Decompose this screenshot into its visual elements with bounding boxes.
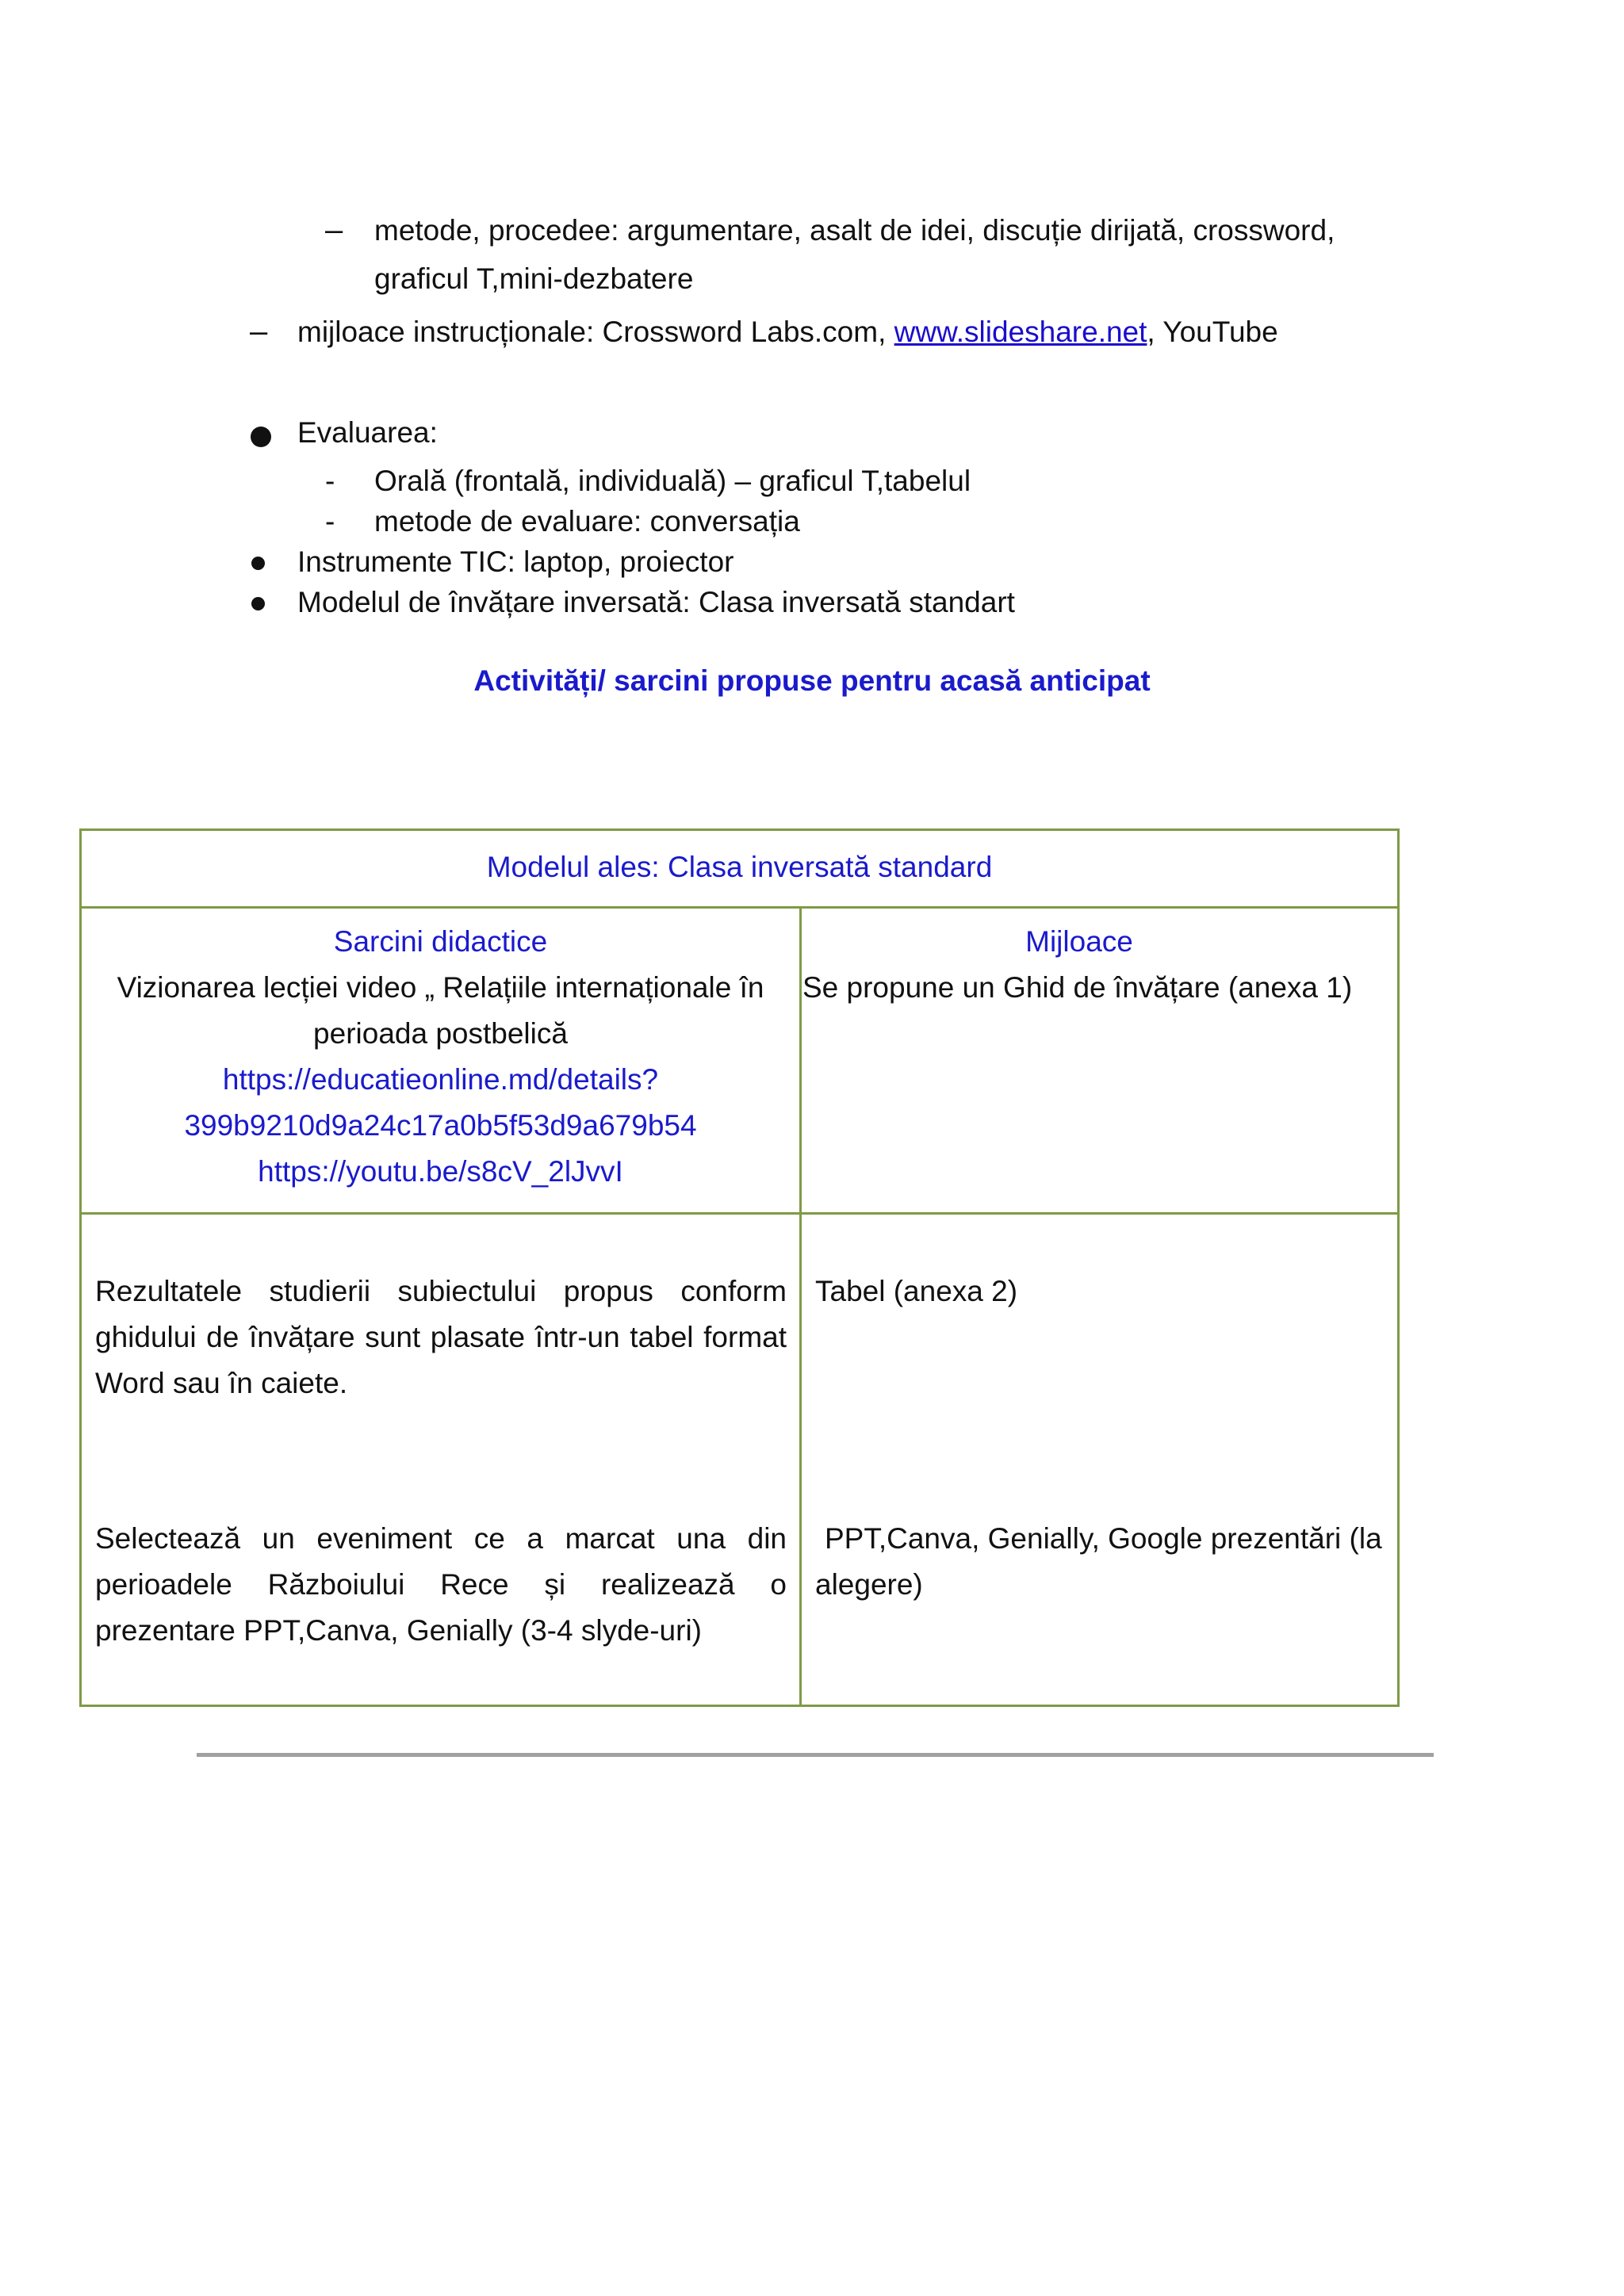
col-left-header: Sarcini didactice xyxy=(333,925,548,958)
educatieonline-link[interactable]: https://educatieonline.md/details? xyxy=(222,1063,659,1096)
row2-task: Rezultatele studierii subiectului propus conform ghidului de învățare sunt plasate într-un tabel format Word sau în caiete. xyxy=(95,1275,787,1399)
means-suffix: , YouTube xyxy=(1147,316,1278,348)
section-heading: Activități/ sarcini propuse pentru acasă anticipat xyxy=(473,664,1151,697)
methods-line2: graficul T,mini-dezbatere xyxy=(374,262,694,295)
table-divider xyxy=(79,1212,1400,1215)
means-line xyxy=(297,316,1278,349)
slideshare-link[interactable]: www.slideshare.net xyxy=(894,316,1147,348)
bullet-item: Modelul de învățare inversată: Clasa inversată standart xyxy=(297,586,1015,618)
row1-means: Se propune un Ghid de învățare (anexa 1) xyxy=(802,971,1353,1004)
table-column-divider xyxy=(799,906,802,1707)
bullet-marker xyxy=(251,427,271,447)
col-right-header: Mijloace xyxy=(1025,925,1133,958)
evaluation-label: Evaluarea: xyxy=(297,416,438,449)
bullet-marker xyxy=(251,557,265,570)
evaluation-item: Orală (frontală, individuală) – graficul T,tabelul xyxy=(374,465,971,497)
row3-means: PPT,Canva, Genially, Google prezentări (la alegere) xyxy=(815,1522,1382,1601)
bullet-item: Instrumente TIC: laptop, proiector xyxy=(297,545,734,578)
row3-task: Selectează un eveniment ce a marcat una din perioadele Războiului Rece și realizează o prezentare PPT,Canva, Genially (3-4 slyde-uri) xyxy=(95,1522,787,1647)
row1-task-line2: perioada postbelică xyxy=(313,1017,568,1050)
hyphen-marker: - xyxy=(325,465,335,497)
row1-task-line1: Vizionarea lecției video „ Relațiile internaționale în xyxy=(117,971,764,1004)
table-divider xyxy=(79,906,1400,909)
educatieonline-link-id[interactable]: 399b9210d9a24c17a0b5f53d9a679b54 xyxy=(184,1109,697,1142)
bullet-marker xyxy=(251,597,265,610)
table-title: Modelul ales: Clasa inversată standard xyxy=(486,851,993,883)
dash-marker: – xyxy=(250,314,268,349)
methods-line1: metode, procedee: argumentare, asalt de idei, discuție dirijată, crossword, xyxy=(374,214,1335,247)
page-footer-rule xyxy=(197,1753,1434,1757)
youtube-link[interactable]: https://youtu.be/s8cV_2lJvvI xyxy=(258,1155,623,1188)
means-prefix: mijloace instrucționale: Crossword Labs.com, xyxy=(297,316,894,348)
dash-marker: – xyxy=(325,212,343,247)
evaluation-item: metode de evaluare: conversația xyxy=(374,505,800,538)
row2-means: Tabel (anexa 2) xyxy=(815,1275,1018,1307)
hyphen-marker: - xyxy=(325,505,335,538)
